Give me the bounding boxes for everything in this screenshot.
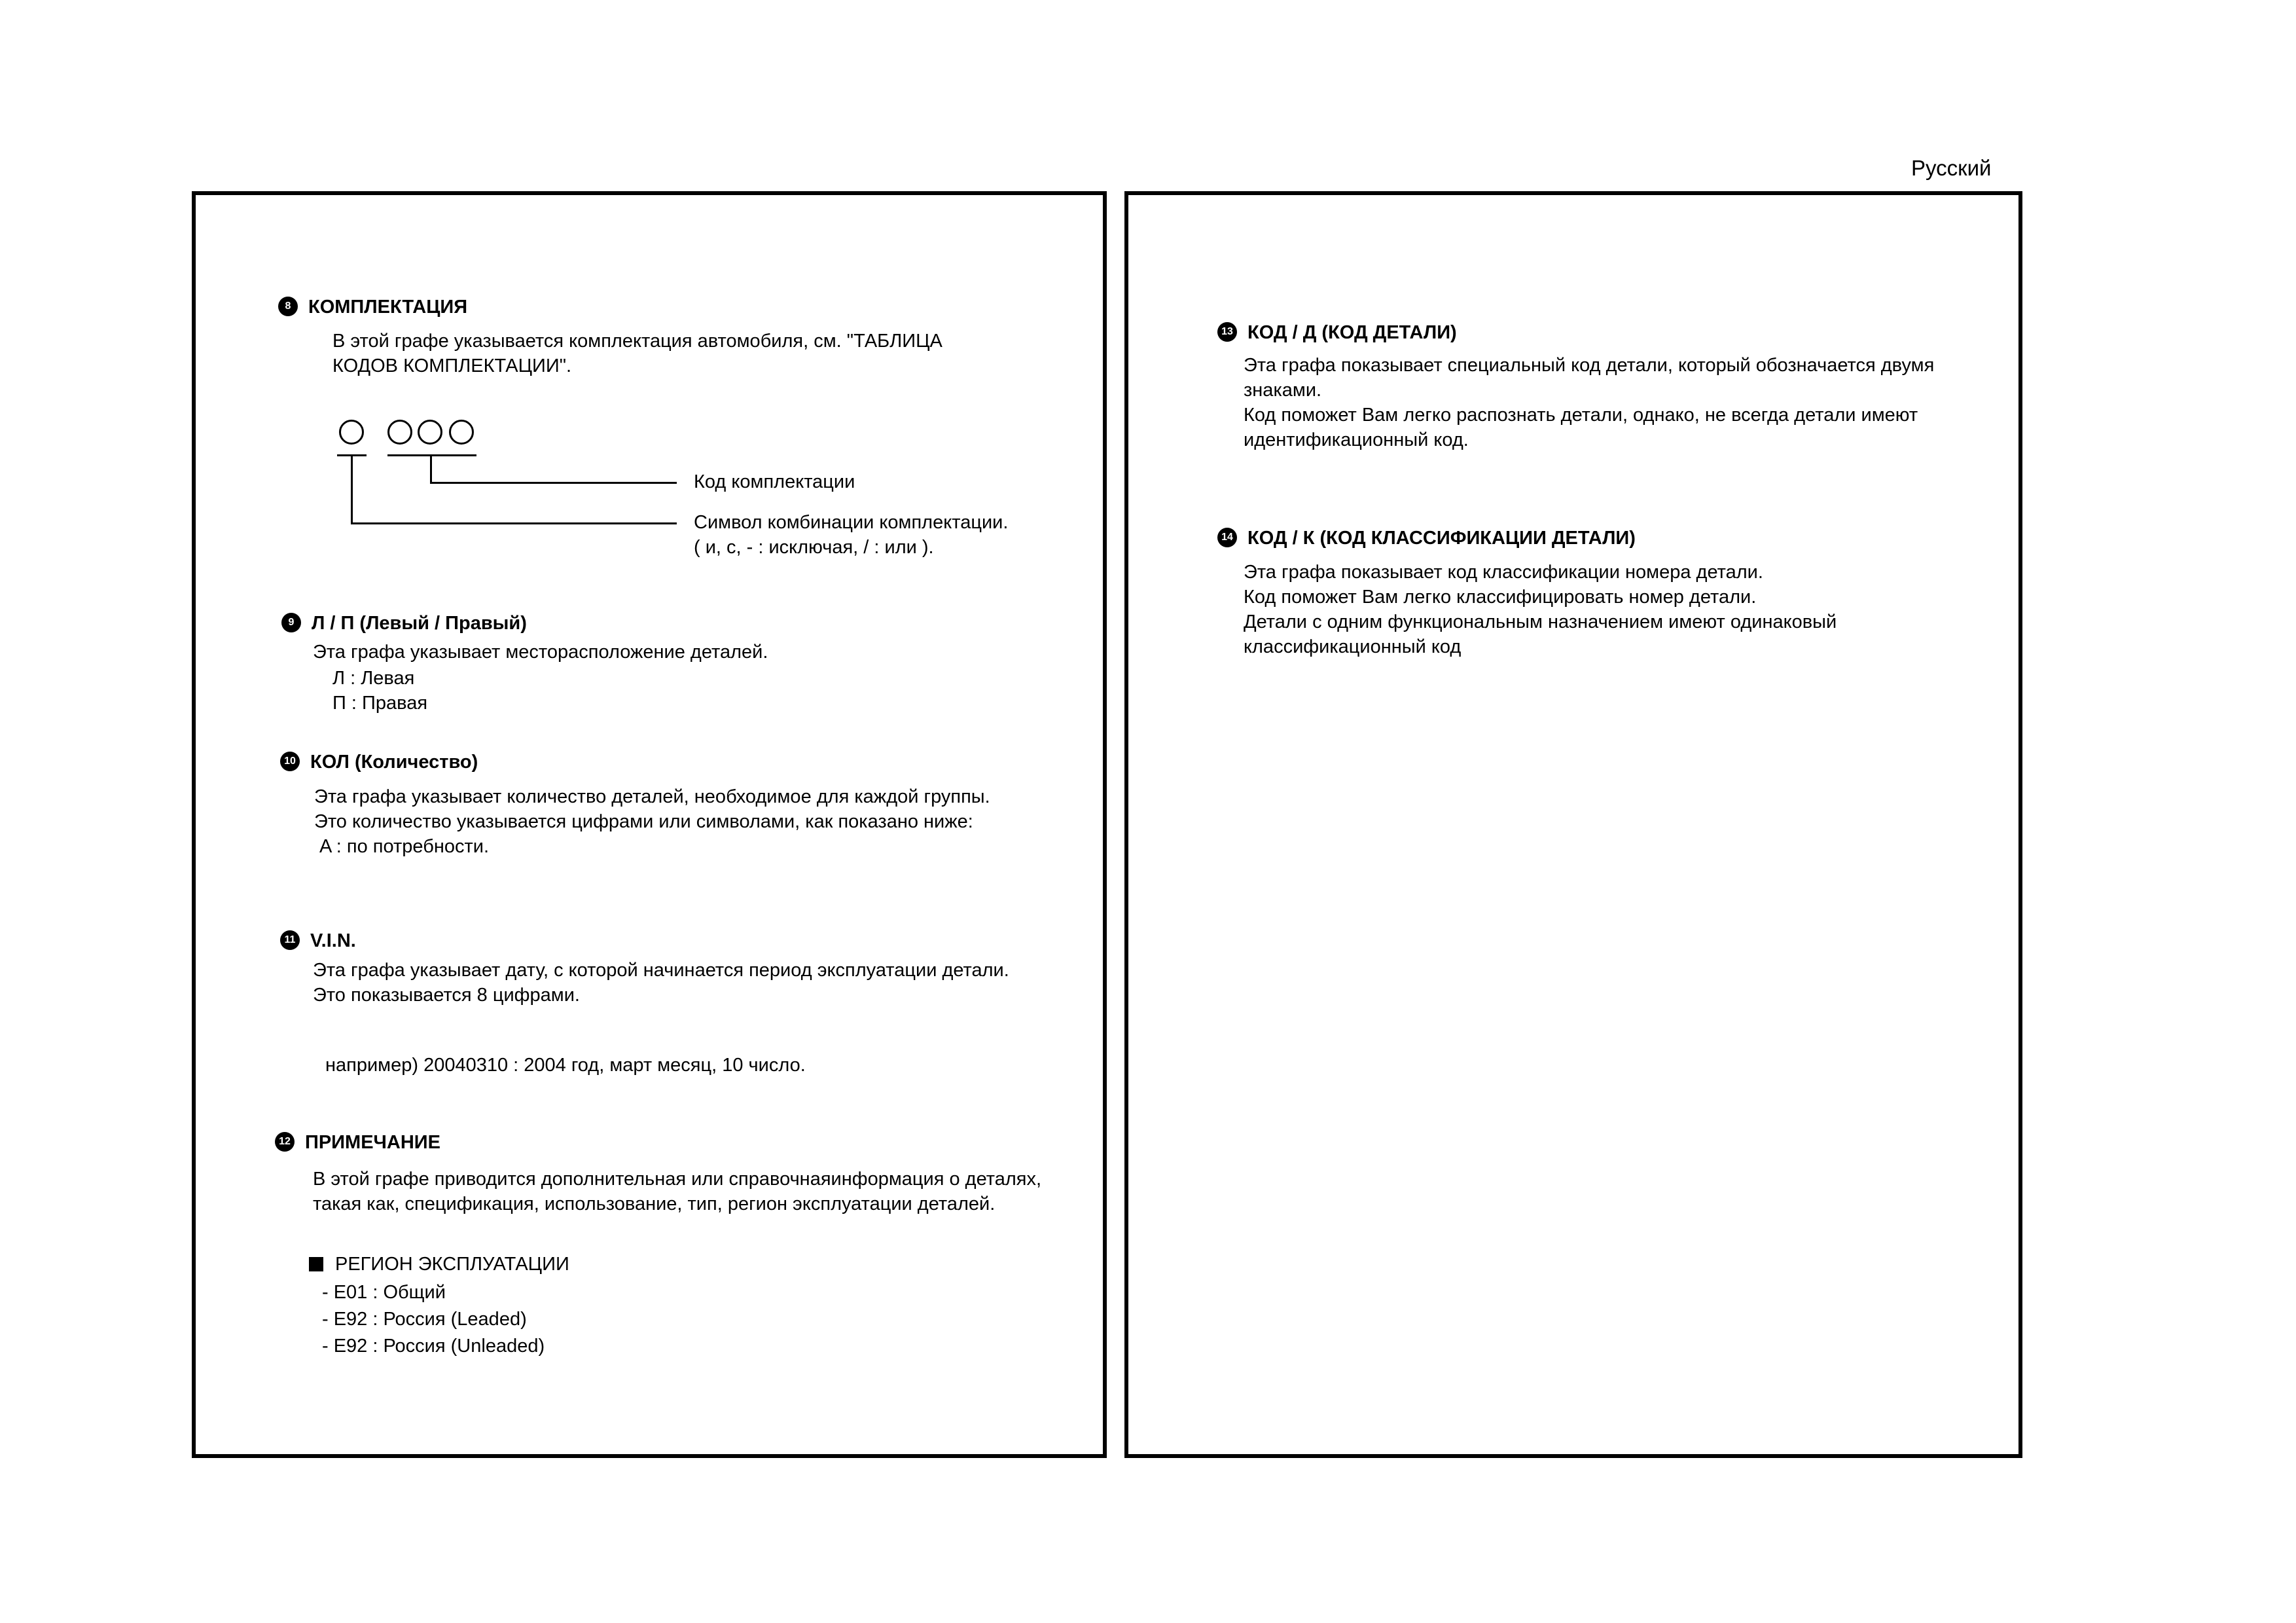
section-9-heading	[281, 611, 527, 636]
diagram-connector-1	[430, 456, 432, 484]
section-8-heading	[278, 295, 467, 319]
diagram-circle-1	[339, 420, 364, 445]
region-title: РЕГИОН ЭКСПЛУАТАЦИИ	[335, 1254, 569, 1275]
section-11-title: V.I.N.	[310, 930, 356, 951]
language-label: Русский	[1911, 156, 1992, 180]
section-11-line-2: Это показывается 8 цифрами.	[313, 985, 580, 1006]
section-10-line-2: Это количество указывается цифрами или символами, как показано ниже:	[314, 811, 973, 832]
section-12-title: ПРИМЕЧАНИЕ	[305, 1132, 440, 1153]
section-13-number: 13	[1217, 322, 1237, 342]
section-8-line-2: КОДОВ КОМПЛЕКТАЦИИ".	[332, 356, 572, 376]
section-13-line-1: Эта графа показывает специальный код детали, который обозначается двумя	[1244, 355, 1935, 376]
section-9-title: Л / П (Левый / Правый)	[312, 613, 527, 634]
section-8-title: КОМПЛЕКТАЦИЯ	[308, 297, 468, 318]
section-14-title: КОД / К (КОД КЛАССИФИКАЦИИ ДЕТАЛИ)	[1247, 528, 1636, 549]
section-11-line-1: Эта графа указывает дату, с которой начинается период эксплуатации детали.	[313, 960, 1009, 981]
section-11-number: 11	[280, 930, 300, 950]
section-12-line-1: В этой графе приводится дополнительная или справочнаяинформация о деталях,	[313, 1169, 1042, 1190]
section-9-line-2: Л : Левая	[332, 668, 415, 689]
diagram-circle-3	[418, 420, 442, 445]
square-bullet-icon	[309, 1257, 323, 1271]
section-13-heading	[1217, 320, 1457, 345]
section-12-number: 12	[275, 1132, 295, 1152]
section-14-line-2: Код поможет Вам легко классифицировать номер детали.	[1244, 587, 1757, 608]
diagram-underline-2	[387, 454, 476, 456]
section-8-number: 8	[278, 297, 298, 316]
section-13-line-2: знаками.	[1244, 380, 1322, 401]
section-12-heading	[275, 1130, 440, 1155]
section-13-line-4: идентификационный код.	[1244, 429, 1469, 450]
section-14-line-3: Детали с одним функциональным назначением имеют одинаковый	[1244, 611, 1837, 632]
diagram-leader-1	[430, 482, 677, 484]
section-10-line-3: A : по потребности.	[319, 836, 490, 857]
section-13-line-3: Код поможет Вам легко распознать детали, однако, не всегда детали имеют	[1244, 405, 1918, 426]
diagram-label-combination-symbol: Символ комбинации комплектации.	[694, 512, 1009, 533]
section-9-line-3: П : Правая	[332, 693, 428, 714]
section-12-line-2: такая как, спецификация, использование, тип, регион эксплуатации деталей.	[313, 1194, 996, 1214]
diagram-circle-4	[449, 420, 474, 445]
section-14-line-1: Эта графа показывает код классификации номера детали.	[1244, 562, 1763, 583]
section-14-heading	[1217, 526, 1636, 551]
section-9-number: 9	[281, 613, 301, 632]
diagram-circle-2	[387, 420, 412, 445]
section-11-example: например) 20040310 : 2004 год, март месяц, 10 число.	[325, 1055, 806, 1076]
section-10-line-1: Эта графа указывает количество деталей, необходимое для каждой группы.	[314, 786, 990, 807]
region-item-2: - E92 : Россия (Leaded)	[322, 1309, 527, 1330]
section-9-line-1: Эта графа указывает месторасположение деталей.	[313, 642, 768, 663]
diagram-label-symbol-legend: ( и, с, - : исключая, / : или ).	[694, 537, 934, 558]
diagram-label-option-code: Код комплектации	[694, 471, 855, 492]
section-11-heading	[280, 928, 356, 953]
region-heading	[309, 1252, 569, 1277]
region-item-1: - E01 : Общий	[322, 1282, 446, 1303]
section-10-heading	[280, 750, 478, 775]
section-14-line-4: классификационный код	[1244, 636, 1462, 657]
section-14-number: 14	[1217, 528, 1237, 547]
region-item-3: - E92 : Россия (Unleaded)	[322, 1336, 545, 1357]
section-10-title: КОЛ (Количество)	[310, 752, 478, 773]
section-8-line-1: В этой графе указывается комплектация автомобиля, см. "ТАБЛИЦА	[332, 331, 942, 352]
section-13-title: КОД / Д (КОД ДЕТАЛИ)	[1247, 322, 1457, 343]
diagram-connector-2	[351, 456, 353, 524]
diagram-leader-2	[351, 522, 677, 524]
section-10-number: 10	[280, 752, 300, 771]
